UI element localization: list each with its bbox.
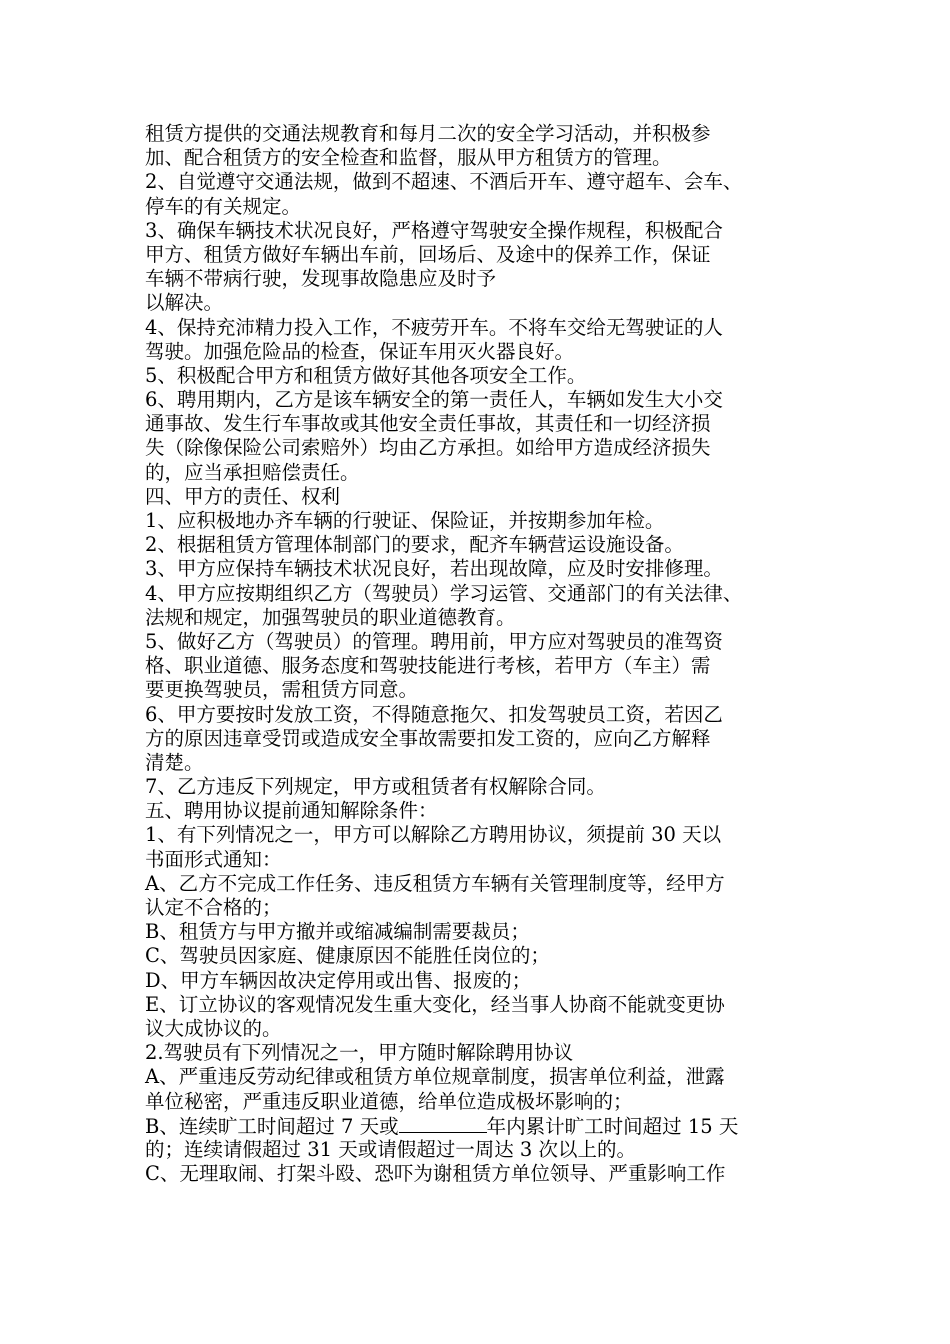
- text-line: 的；连续请假超过 31 天或请假超过一周达 3 次以上的。: [145, 1137, 637, 1161]
- text-line: D、甲方车辆因故决定停用或出售、报废的；: [145, 968, 532, 992]
- text-line: 2.驾驶员有下列情况之一，甲方随时解除聘用协议: [145, 1041, 574, 1065]
- text-line: 通事故、发生行车事故或其他安全责任事故，其责任和一切经济损: [145, 412, 711, 436]
- text-line: 以解决。: [145, 291, 224, 315]
- text-line: 1、应积极地办齐车辆的行驶证、保险证，并按期参加年检。: [145, 509, 665, 532]
- document-body: [145, 122, 825, 1186]
- text-line: 五、聘用协议提前通知解除条件：: [145, 799, 438, 823]
- text-line: [145, 1114, 825, 1138]
- text-line: 书面形式通知：: [145, 847, 282, 871]
- text-line: C、无理取闹、打架斗殴、恐吓为谢租赁方单位领导、严重影响工作: [145, 1162, 726, 1186]
- text-line: 1、有下列情况之一，甲方可以解除乙方聘用协议，须提前 30 天以: [145, 823, 722, 847]
- text-line: 租赁方提供的交通法规教育和每月二次的安全学习活动，并积极参: [145, 122, 711, 145]
- text-line: A、乙方不完成工作任务、违反租赁方车辆有关管理制度等，经甲方: [145, 871, 725, 895]
- text-line: E、订立协议的客观情况发生重大变化，经当事人协商不能就变更协: [145, 992, 725, 1016]
- text-line: 3、确保车辆技术状况良好，严格遵守驾驶安全操作规程，积极配合: [145, 218, 723, 242]
- text-line: C、驾驶员因家庭、健康原因不能胜任岗位的；: [145, 944, 550, 968]
- text-line: B、租赁方与甲方撤并或缩减编制需要裁员；: [145, 920, 530, 944]
- text-line: 议大成协议的。: [145, 1016, 282, 1040]
- text-line: 单位秘密，严重违反职业道德，给单位造成极坏影响的；: [145, 1089, 633, 1113]
- text-line: A、严重违反劳动纪律或租赁方单位规章制度，损害单位利益，泄露: [145, 1065, 725, 1089]
- document-text: [145, 122, 825, 1114]
- text-line: 5、做好乙方（驾驶员）的管理。聘用前，甲方应对驾驶员的准驾资: [145, 629, 723, 653]
- text-line: 失（除像保险公司索赔外）均由乙方承担。如给甲方造成经济损失: [145, 436, 711, 460]
- text-line: 3、甲方应保持车辆技术状况良好，若出现故障，应及时安排修理。: [145, 557, 723, 581]
- text-line: 7、乙方违反下列规定，甲方或租赁者有权解除合同。: [145, 775, 606, 799]
- text-line: 驾驶。加强危险品的检查，保证车用灭火器良好。: [145, 339, 575, 363]
- blank-fill-line: [399, 1114, 487, 1133]
- text-line: 要更换驾驶员，需租赁方同意。: [145, 678, 419, 702]
- text-line: 车辆不带病行驶，发现事故隐患应及时予: [145, 267, 497, 291]
- text-line: 清楚。: [145, 750, 204, 774]
- text-line: 甲方、租赁方做好车辆出车前，回场后、及途中的保养工作，保证: [145, 242, 711, 266]
- text-line: 的，应当承担赔偿责任。: [145, 460, 360, 484]
- text-segment: 年内累计旷工时间超过 15 天: [486, 1114, 739, 1138]
- text-line: 5、积极配合甲方和租赁方做好其他各项安全工作。: [145, 363, 587, 387]
- text-segment: B、连续旷工时间超过 7 天或: [145, 1114, 399, 1138]
- text-line: 4、甲方应按期组织乙方（驾驶员）学习运管、交通部门的有关法律、: [145, 581, 743, 605]
- text-line: 6、甲方要按时发放工资，不得随意拖欠、扣发驾驶员工资，若因乙: [145, 702, 723, 726]
- text-line: 2、根据租赁方管理体制部门的要求，配齐车辆营运设施设备。: [145, 533, 684, 557]
- text-line: 方的原因违章受罚或造成安全事故需要扣发工资的，应向乙方解释: [145, 726, 711, 750]
- text-line: 认定不合格的；: [145, 896, 282, 919]
- text-line: 加、配合租赁方的安全检查和监督，服从甲方租赁方的管理。: [145, 146, 672, 170]
- text-line: 2、自觉遵守交通法规，做到不超速、不酒后开车、遵守超车、会车、: [145, 170, 743, 194]
- text-line: 6、聘用期内，乙方是该车辆安全的第一责任人，车辆如发生大小交: [145, 388, 723, 412]
- text-line: 法规和规定，加强驾驶员的职业道德教育。: [145, 605, 516, 629]
- text-line: 格、职业道德、服务态度和驾驶技能进行考核，若甲方（车主）需: [145, 654, 711, 678]
- text-line: 四、甲方的责任、权利: [145, 484, 341, 508]
- text-line: 4、保持充沛精力投入工作，不疲劳开车。不将车交给无驾驶证的人: [145, 315, 723, 339]
- text-line: 停车的有关规定。: [145, 194, 302, 218]
